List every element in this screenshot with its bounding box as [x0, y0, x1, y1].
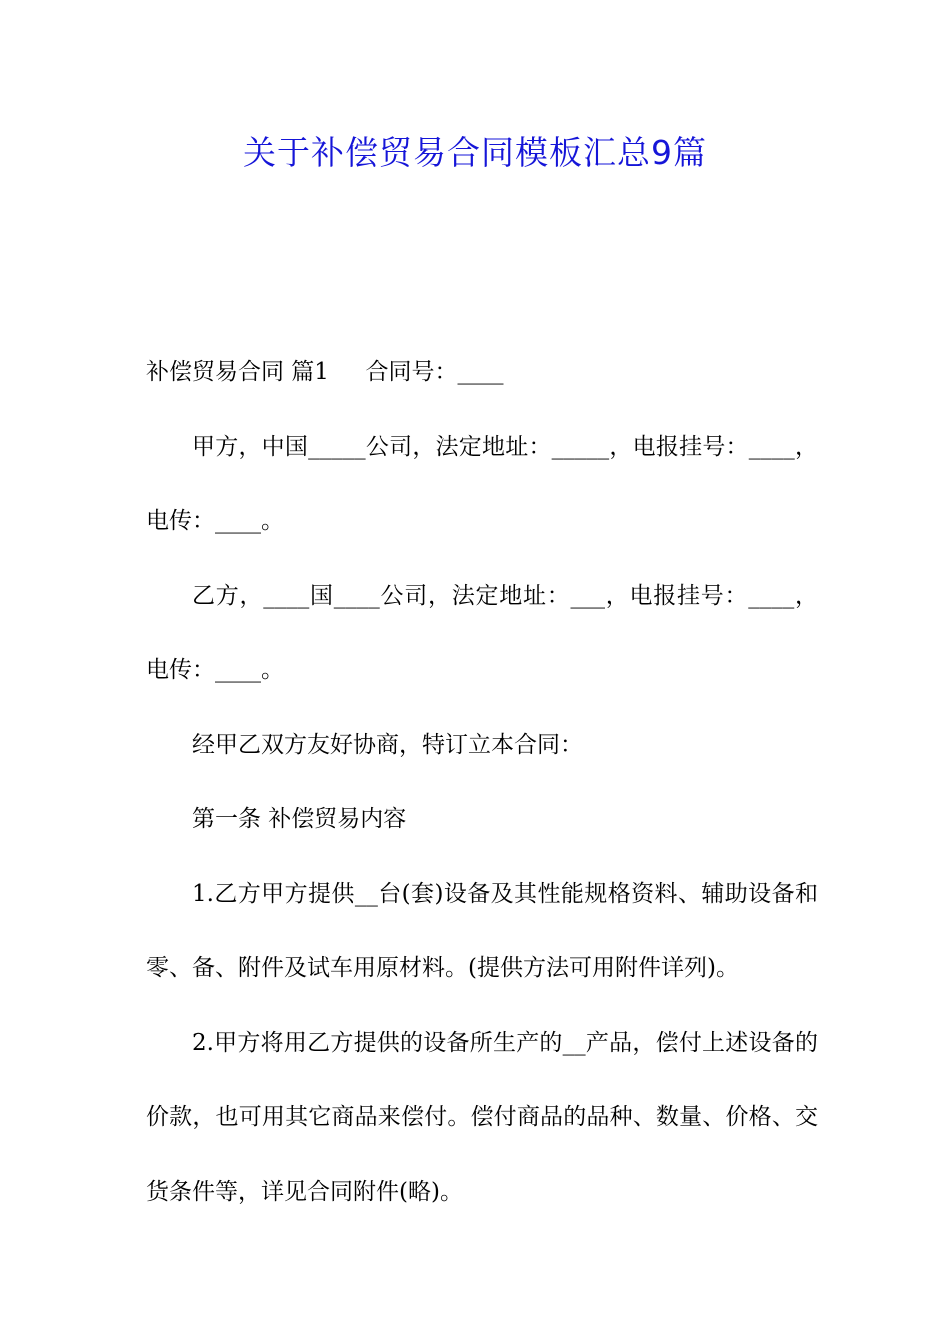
- clause-1-paragraph: 1.乙方甲方提供__台(套)设备及其性能规格资料、辅助设备和零、备、附件及试车用原材料。(提供方法可用附件详列)。: [146, 880, 818, 981]
- document-title: 关于补偿贸易合同模板汇总9篇: [243, 133, 707, 172]
- party-b-paragraph: 乙方，____国____公司，法定地址：___，电报挂号：____，电传：____。: [146, 582, 818, 683]
- party-a-paragraph: 甲方，中国_____公司，法定地址：_____，电报挂号：____，电传：____。: [146, 433, 818, 534]
- contract-heading-line: 补偿贸易合同 篇1 合同号：____: [146, 359, 504, 385]
- article-one-heading: 第一条 补偿贸易内容: [192, 806, 407, 832]
- preamble-paragraph: 经甲乙双方友好协商，特订立本合同：: [192, 731, 583, 758]
- document-body: [146, 335, 818, 1229]
- clause-2-paragraph: 2.甲方将用乙方提供的设备所生产的__产品，偿付上述设备的价款，也可用其它商品来偿付。偿付商品的品种、数量、价格、交货条件等，详见合同附件(略)。: [146, 1029, 818, 1205]
